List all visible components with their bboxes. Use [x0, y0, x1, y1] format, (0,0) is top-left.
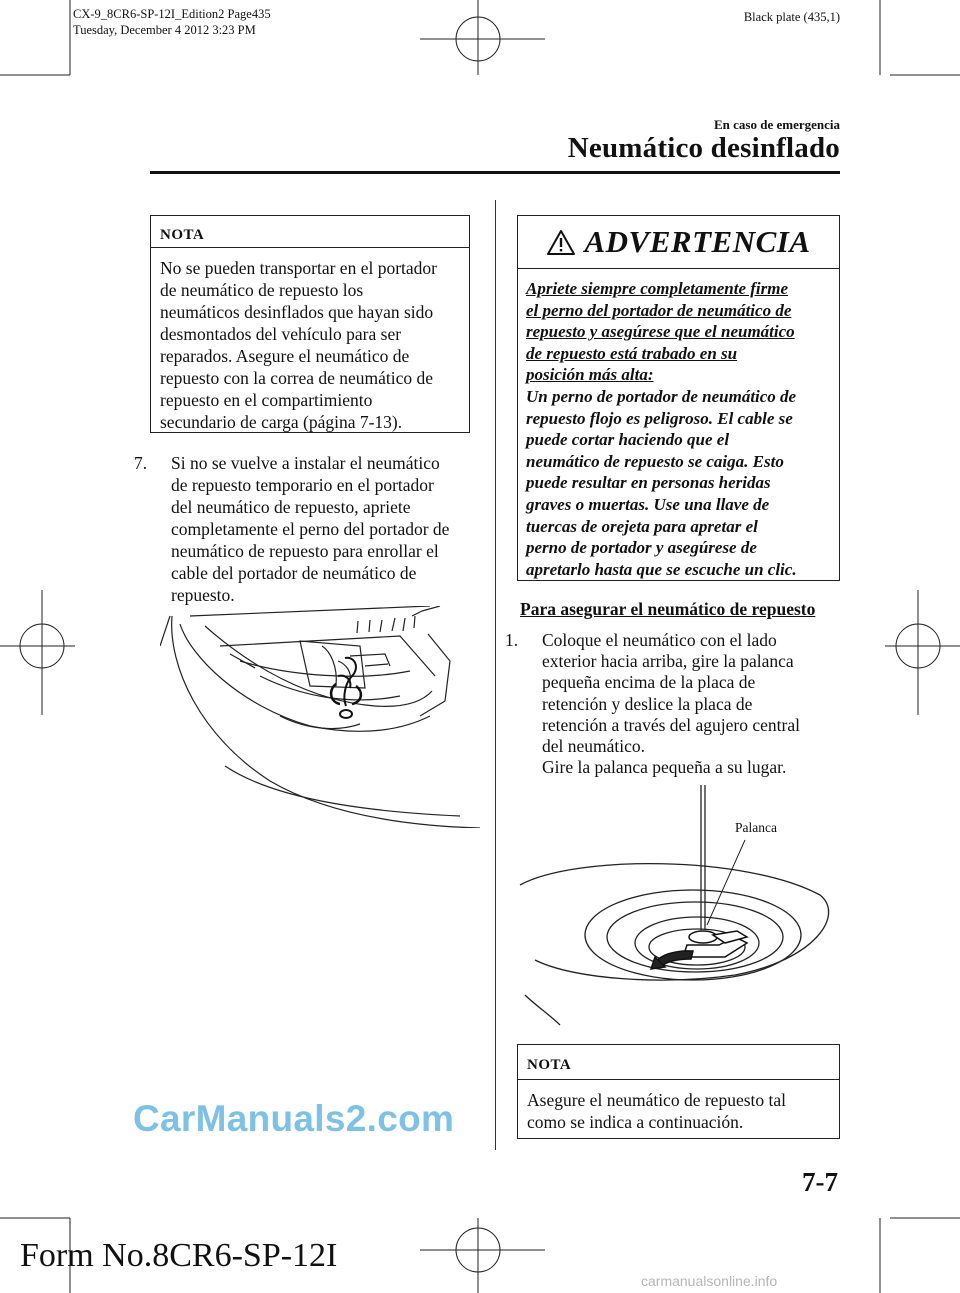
- warning-emphasis-line: repuesto y asegúrese que el neumático: [526, 322, 795, 342]
- note-line: repuesto en el compartimiento: [160, 390, 373, 410]
- cargo-area-illustration: [160, 606, 480, 828]
- warning-emphasis-line: el perno del portador de neumático de: [526, 300, 792, 320]
- note-line: repuesto con la correa de neumático de: [160, 368, 434, 388]
- warning-title: ADVERTENCIA: [584, 224, 811, 259]
- warning-body: [518, 269, 839, 580]
- step-line: exterior hacia arriba, gire la palanca: [542, 651, 794, 672]
- step-line: pequeña encima de la placa de: [542, 672, 756, 693]
- step-1: [505, 630, 835, 778]
- step-line: retención a través del agujero central: [542, 714, 800, 735]
- registration-mark-top: [420, 0, 545, 75]
- step-text: [171, 452, 479, 606]
- warning-heading: [518, 216, 839, 269]
- note-body: [518, 1080, 839, 1133]
- registration-mark-right: [885, 590, 960, 715]
- warning-line: apretarlo hasta que se escuche un clic.: [526, 559, 797, 579]
- warning-box: [517, 215, 840, 581]
- plate-file-line: CX-9_8CR6-SP-12I_Edition2 Page435: [73, 7, 271, 21]
- step-line: cable del portador de neumático de: [171, 563, 417, 583]
- registration-mark-left: [0, 590, 75, 715]
- note-heading: NOTA: [518, 1045, 839, 1080]
- note-heading: NOTA: [151, 216, 469, 248]
- header-rule: [150, 171, 840, 174]
- form-number: Form No.8CR6-SP-12I: [20, 1237, 338, 1274]
- note-line: como se indica a continuación.: [527, 1112, 744, 1132]
- warning-line: puede resultar en personas heridas: [526, 473, 771, 493]
- step-line: del neumático de repuesto, apriete: [171, 497, 411, 517]
- lever-callout-label: Palanca: [735, 820, 777, 835]
- step-line: Si no se vuelve a instalar el neumático: [171, 453, 440, 473]
- note-line: secundario de carga (página 7-13).: [160, 412, 403, 432]
- spare-tire-illustration: [515, 785, 835, 1030]
- warning-line: perno de portador y asegúrese de: [526, 538, 757, 558]
- callout-leader: [707, 840, 745, 925]
- footer-url: carmanualsonline.info: [641, 1273, 778, 1289]
- note-line: neumáticos desinflados que hayan sido: [160, 302, 434, 322]
- note-box-right: [517, 1044, 840, 1139]
- step-text: [542, 630, 835, 778]
- warning-emphasis-line: de repuesto está trabado en su: [526, 343, 738, 363]
- warning-line: repuesto flojo es peligroso. El cable se: [526, 408, 793, 428]
- note-body: [151, 248, 469, 433]
- step-line: del neumático.: [542, 736, 646, 757]
- step-7: [134, 452, 479, 606]
- step-line: Gire la palanca pequeña a su lugar.: [542, 757, 787, 778]
- step-number: 7.: [134, 453, 148, 473]
- step-line: de repuesto temporario en el portador: [171, 475, 434, 495]
- plate-meta: [73, 6, 271, 38]
- warning-line: tuercas de orejeta para apretar el: [526, 516, 758, 536]
- note-line: de neumático de repuesto los: [160, 280, 364, 300]
- note-line: reparados. Asegure el neumático de: [160, 346, 410, 366]
- step-number: 1.: [505, 630, 519, 650]
- note-box-left: [150, 215, 470, 433]
- section-label: En caso de emergencia: [713, 117, 840, 132]
- plate-label: Black plate (435,1): [743, 10, 840, 24]
- page-number: 7-7: [802, 1167, 838, 1197]
- warning-triangle-icon: [546, 229, 576, 256]
- watermark-logo: CarManuals2.com: [133, 1098, 455, 1139]
- note-line: desmontados del vehículo para ser: [160, 324, 402, 344]
- step-line: retención y deslice la placa de: [542, 693, 753, 714]
- note-line: No se pueden transportar en el portador: [160, 258, 437, 278]
- warning-line: Un perno de portador de neumático de: [526, 386, 797, 406]
- column-divider: [495, 200, 496, 1150]
- warning-emphasis-line: posición más alta:: [526, 365, 654, 385]
- plate-date-line: Tuesday, December 4 2012 3:23 PM: [73, 23, 256, 37]
- step-line: neumático de repuesto para enrollar el: [171, 541, 439, 561]
- lever-rod: [701, 785, 705, 930]
- warning-line: neumático de repuesto se caiga. Esto: [526, 451, 784, 471]
- warning-emphasis-line: Apriete siempre completamente firme: [526, 279, 789, 298]
- step-line: repuesto.: [171, 585, 235, 605]
- page-title: Neumático desinflado: [567, 132, 840, 164]
- warning-line: puede cortar haciendo que el: [526, 430, 730, 450]
- note-line: Asegure el neumático de repuesto tal: [527, 1090, 786, 1110]
- step-line: Coloque el neumático con el lado: [542, 630, 777, 650]
- step-line: completamente el perno del portador de: [171, 519, 450, 539]
- section-subheading: Para asegurar el neumático de repuesto: [520, 599, 816, 619]
- warning-line: graves o muertas. Use una llave de: [526, 494, 770, 514]
- registration-mark-bottom: [420, 1218, 545, 1293]
